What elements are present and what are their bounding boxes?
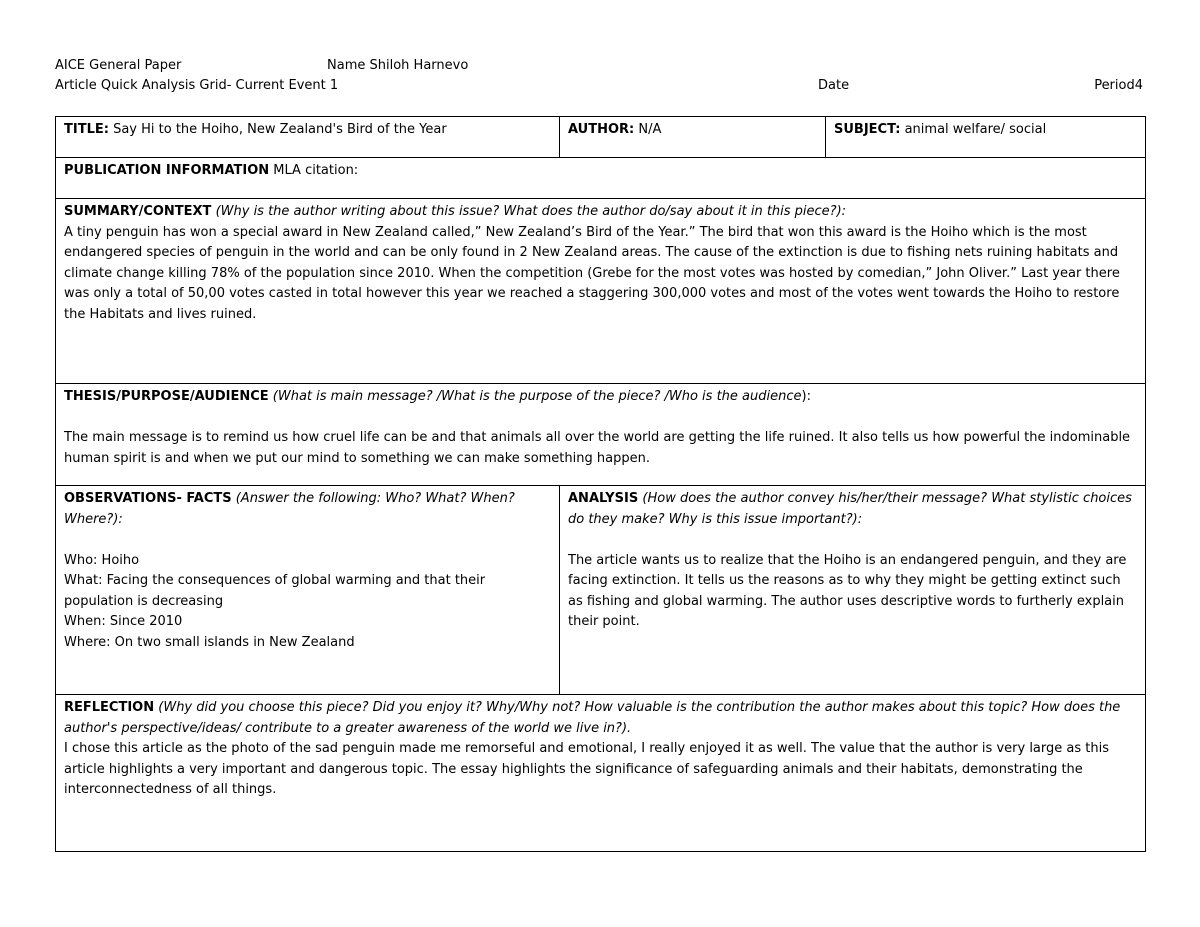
observations-label: OBSERVATIONS- FACTS (64, 491, 232, 506)
author-value: N/A (638, 122, 662, 137)
summary-label: SUMMARY/CONTEXT (64, 204, 212, 219)
reflection-heading (64, 698, 1137, 739)
thesis-heading (64, 387, 1137, 408)
reflection-label: REFLECTION (64, 700, 155, 715)
name-value: Shiloh Harnevo (369, 58, 469, 73)
publication-label: PUBLICATION INFORMATION (64, 163, 270, 178)
summary-cell (56, 199, 1146, 384)
subject-cell (826, 117, 1146, 158)
summary-prompt: (Why is the author writing about this issue? What does the author do/say about it in this piece?): (215, 204, 847, 219)
observation-where: Where: On two small islands in New Zealand (64, 634, 355, 650)
spacer (568, 530, 1137, 551)
period-label: Period4 (1094, 78, 1143, 93)
title-cell (56, 117, 560, 158)
observations-prompt: (Answer the following: Who? What? When? Where?): (64, 491, 515, 527)
title-value: Say Hi to the Hoiho, New Zealand's Bird of the Year (113, 122, 447, 137)
publication-cell (56, 158, 1146, 199)
observations-heading (64, 489, 551, 530)
observation-what: What: Facing the consequences of global warming and that their population is decreasing (64, 573, 486, 609)
spacer (64, 530, 551, 551)
name-label: Name (327, 58, 366, 73)
author-cell (560, 117, 826, 158)
title-row (56, 117, 1146, 158)
thesis-cell (56, 384, 1146, 486)
observations-cell (56, 486, 560, 695)
analysis-text: The article wants us to realize that the Hoiho is an endangered penguin, and they are facing extinction. It tells us the reasons as to why they might be getting extinct such as fishing and global warming. The author uses descriptive words to furtherly explain their point. (568, 552, 1127, 629)
date-label: Date (818, 78, 850, 93)
thesis-label: THESIS/PURPOSE/AUDIENCE (64, 389, 269, 404)
analysis-cell (560, 486, 1146, 695)
publication-value: MLA citation: (273, 163, 359, 178)
summary-text: A tiny penguin has won a special award in New Zealand called,” New Zealand’s Bird of the Year.” The bird that won this award is the Hoiho which is the most endangered species of penguin in the world and can be only found in 2 New Zealand areas. The cause of the extinction is due to fishing nets ruining habitats and climate change killing 78% of the population since 2010. When the competition (Grebe for the most votes was hosted by comedian,” John Oliver.” Last year there was only a total of 50,00 votes casted in total however this year we reached a staggering 300,000 votes and most of the votes went towards the Hoiho to restore the Habitats and lives ruined. (64, 224, 1120, 322)
thesis-row (56, 384, 1146, 486)
summary-heading (64, 202, 1137, 223)
observation-when: When: Since 2010 (64, 614, 183, 629)
reflection-text: I chose this article as the photo of the sad penguin made me remorseful and emotional, I really enjoyed it as well. The value that the author is very large as this article highlights a very important and dangerous topic. The essay highlights the significance of safeguarding animals and their habitats, demonstrating the interconnectedness of all things. (64, 741, 1109, 797)
title-label: TITLE: (64, 122, 109, 137)
observation-who: Who: Hoiho (64, 552, 140, 568)
grid-title: Article Quick Analysis Grid- Current Event 1 (55, 78, 339, 93)
analysis-heading (568, 489, 1137, 530)
thesis-text: The main message is to remind us how cruel life can be and that animals all over the world are getting the life ruined. It also tells us how powerful the indominable human spirit is and when we put our mind to something we can make something happen. (64, 430, 1131, 466)
publication-row (56, 158, 1146, 199)
subject-label: SUBJECT: (834, 122, 901, 137)
observations-analysis-row (56, 486, 1146, 695)
analysis-grid (55, 116, 1146, 852)
reflection-row (56, 695, 1146, 852)
thesis-prompt: (What is main message? /What is the purpose of the piece? /Who is the audience (272, 389, 802, 404)
summary-row (56, 199, 1146, 384)
author-label: AUTHOR: (568, 122, 635, 137)
analysis-label: ANALYSIS (568, 491, 639, 506)
thesis-prompt-end: ): (801, 389, 811, 404)
reflection-cell (56, 695, 1146, 852)
analysis-prompt: (How does the author convey his/her/their message? What stylistic choices do they make? Why is this issue important?): (568, 491, 1132, 527)
spacer (64, 408, 1137, 429)
course-name: AICE General Paper (55, 58, 182, 73)
reflection-prompt: (Why did you choose this piece? Did you enjoy it? Why/Why not? How valuable is the contribution the author makes about this topic? How does the author's perspective/ideas/ contribute to a greater awareness of the world we live in?). (64, 700, 1121, 736)
subject-value: animal welfare/ social (904, 122, 1047, 137)
student-name-line (327, 56, 468, 76)
